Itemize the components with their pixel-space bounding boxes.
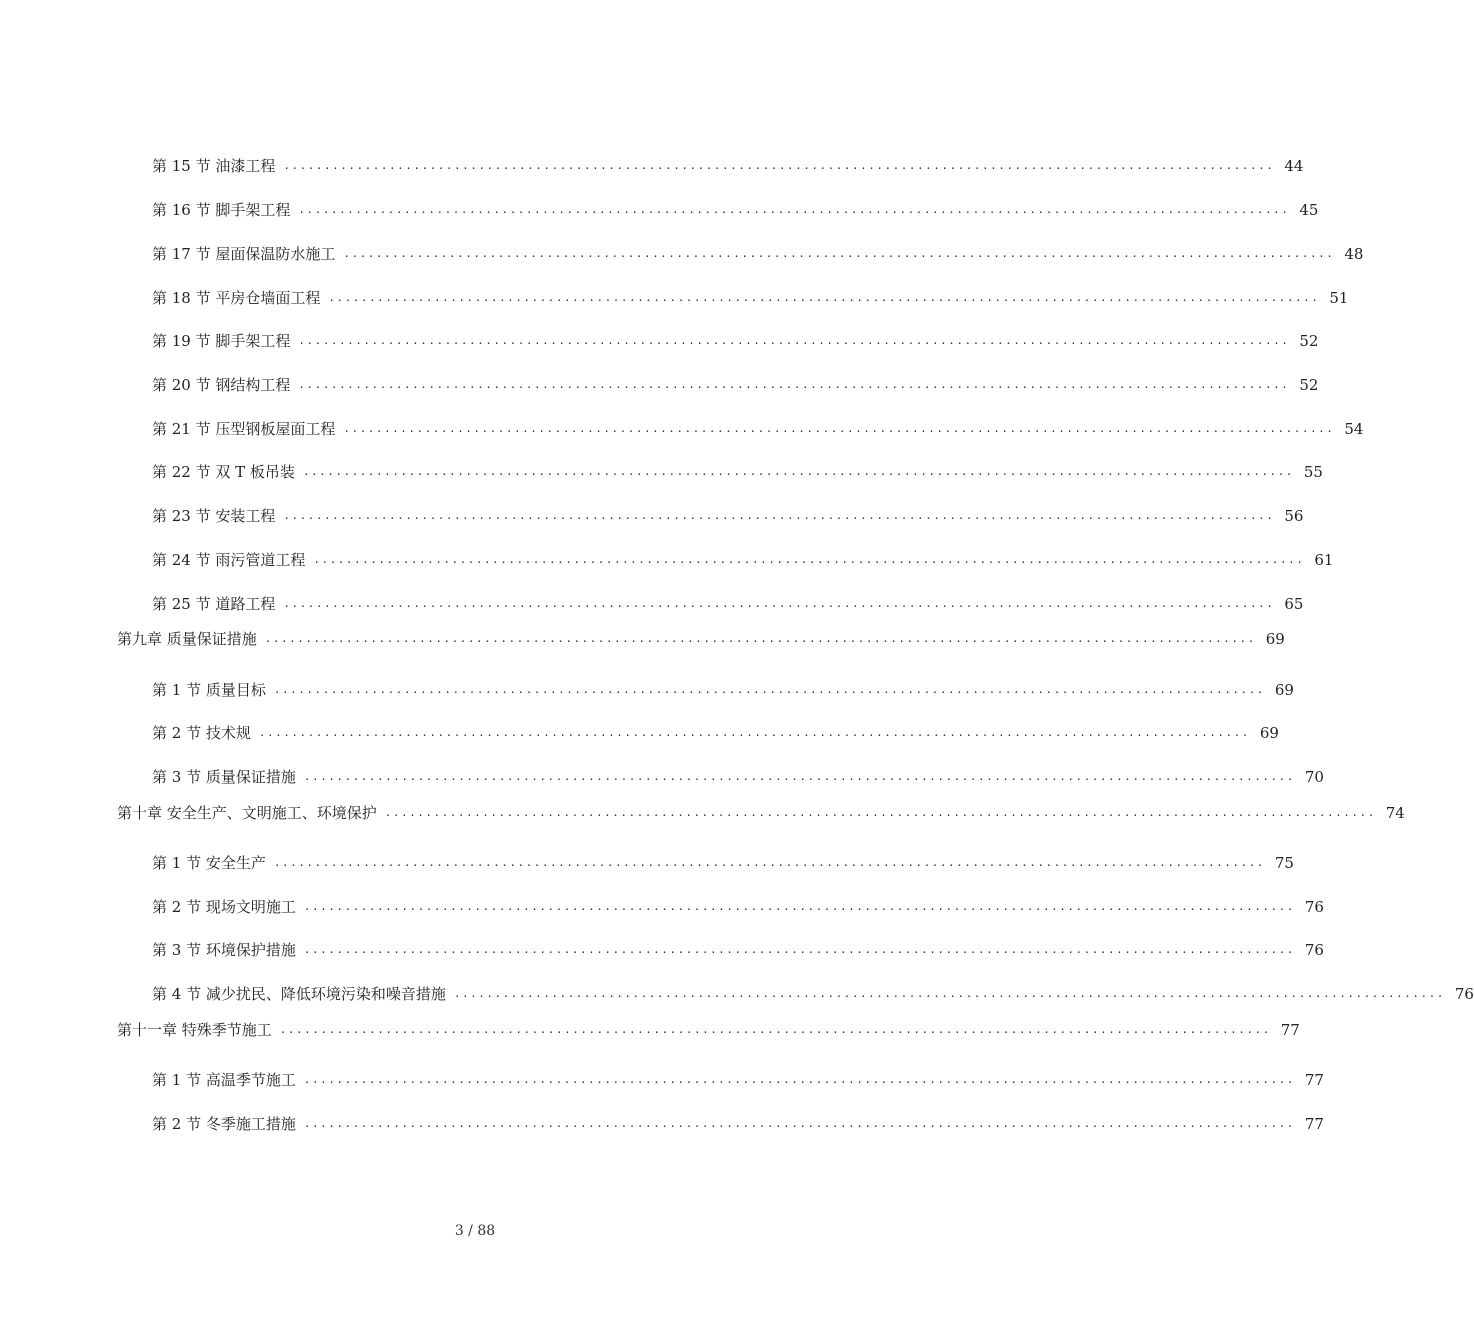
toc-entry-label: 第 1 节 高温季节施工: [152, 1071, 296, 1089]
toc-entry-page: 77: [1304, 1115, 1324, 1133]
toc-entry-label: 第 24 节 雨污管道工程: [152, 551, 306, 569]
toc-entry[interactable]: [152, 504, 1304, 528]
dot-leader: ..........................................................................................................................: [302, 465, 1294, 478]
toc-entry[interactable]: [152, 1068, 1324, 1092]
toc-entry-page: 45: [1299, 201, 1319, 219]
toc-entry[interactable]: [152, 851, 1294, 875]
toc-entry[interactable]: [152, 417, 1364, 441]
toc-entry-label: 第 1 节 质量目标: [152, 681, 266, 699]
dot-leader: ..........................................................................................................................: [279, 1023, 1271, 1036]
toc-entry-page: 56: [1284, 507, 1304, 525]
toc-entry[interactable]: [152, 198, 1319, 222]
dot-leader: ..........................................................................................................................: [343, 247, 1335, 260]
toc-entry-page: 77: [1304, 1071, 1324, 1089]
dot-leader: ..........................................................................................................................: [273, 856, 1265, 869]
toc-entry[interactable]: [152, 242, 1364, 266]
dot-leader: ..........................................................................................................................: [328, 291, 1320, 304]
toc-chapter-label: 第十一章 特殊季节施工: [117, 1021, 272, 1039]
page-number-indicator: 3 / 88: [454, 1223, 496, 1239]
toc-entry-label: 第 3 节 质量保证措施: [152, 768, 296, 786]
toc-entry[interactable]: [152, 1112, 1324, 1136]
toc-entry-label: 第 22 节 双 T 板吊装: [152, 463, 295, 481]
toc-entry-page: 48: [1344, 245, 1364, 263]
toc-entry-page: 76: [1304, 941, 1324, 959]
toc-entry-label: 第 2 节 现场文明施工: [152, 898, 296, 916]
dot-leader: ..........................................................................................................................: [303, 1073, 1295, 1086]
toc-entry-label: 第 16 节 脚手架工程: [152, 201, 291, 219]
toc-entry[interactable]: [152, 938, 1324, 962]
toc-entry[interactable]: [152, 678, 1294, 702]
toc-entry[interactable]: [152, 286, 1349, 310]
dot-leader: ..........................................................................................................................: [303, 943, 1295, 956]
toc-chapter-label: 第九章 质量保证措施: [117, 630, 257, 648]
toc-chapter-page: 77: [1280, 1021, 1300, 1039]
toc-entry-label: 第 25 节 道路工程: [152, 595, 276, 613]
toc-entry-page: 75: [1274, 854, 1294, 872]
toc-chapter-page: 69: [1265, 630, 1285, 648]
dot-leader: ..........................................................................................................................: [343, 422, 1335, 435]
toc-entry-label: 第 18 节 平房仓墙面工程: [152, 289, 321, 307]
toc-entry[interactable]: [152, 721, 1279, 745]
dot-leader: ..........................................................................................................................: [303, 770, 1295, 783]
toc-chapter[interactable]: [117, 801, 1405, 825]
dot-leader: ..........................................................................................................................: [453, 987, 1445, 1000]
toc-chapter[interactable]: [117, 627, 1285, 651]
dot-leader: ..........................................................................................................................: [298, 334, 1290, 347]
toc-entry-label: 第 3 节 环境保护措施: [152, 941, 296, 959]
toc-entry[interactable]: [152, 373, 1319, 397]
toc-entry[interactable]: [152, 982, 1474, 1006]
dot-leader: ..........................................................................................................................: [273, 683, 1265, 696]
page-footer: [0, 1223, 950, 1239]
dot-leader: ..........................................................................................................................: [303, 900, 1295, 913]
toc-entry-page: 65: [1284, 595, 1304, 613]
toc-chapter-page: 74: [1385, 804, 1405, 822]
toc-entry-label: 第 1 节 安全生产: [152, 854, 266, 872]
toc-entry-page: 69: [1274, 681, 1294, 699]
toc-entry-page: 51: [1329, 289, 1349, 307]
dot-leader: ..........................................................................................................................: [283, 509, 1275, 522]
toc-entry-page: 44: [1284, 157, 1304, 175]
toc-entry[interactable]: [152, 460, 1323, 484]
toc-entry-label: 第 2 节 冬季施工措施: [152, 1115, 296, 1133]
dot-leader: ..........................................................................................................................: [298, 203, 1290, 216]
toc-entry-label: 第 19 节 脚手架工程: [152, 332, 291, 350]
dot-leader: ..........................................................................................................................: [303, 1117, 1295, 1130]
toc-entry[interactable]: [152, 154, 1304, 178]
toc-entry-label: 第 21 节 压型钢板屋面工程: [152, 420, 336, 438]
dot-leader: ..........................................................................................................................: [283, 597, 1275, 610]
toc-entry-label: 第 15 节 油漆工程: [152, 157, 276, 175]
dot-leader: ..........................................................................................................................: [298, 378, 1290, 391]
toc-entry-page: 52: [1299, 376, 1319, 394]
toc-entry-label: 第 17 节 屋面保温防水施工: [152, 245, 336, 263]
toc-entry-page: 54: [1344, 420, 1364, 438]
toc-entry-label: 第 23 节 安装工程: [152, 507, 276, 525]
toc-entry-page: 76: [1454, 985, 1474, 1003]
toc-entry[interactable]: [152, 548, 1334, 572]
toc-entry[interactable]: [152, 329, 1319, 353]
toc-entry[interactable]: [152, 895, 1324, 919]
toc-entry[interactable]: [152, 765, 1324, 789]
toc-chapter-label: 第十章 安全生产、文明施工、环境保护: [117, 804, 377, 822]
dot-leader: ..........................................................................................................................: [384, 806, 1376, 819]
toc-entry-page: 69: [1259, 724, 1279, 742]
dot-leader: ..........................................................................................................................: [283, 159, 1275, 172]
toc-entry-page: 55: [1303, 463, 1323, 481]
toc-entry-label: 第 4 节 减少扰民、降低环境污染和噪音措施: [152, 985, 446, 1003]
toc-entry-page: 52: [1299, 332, 1319, 350]
dot-leader: ..........................................................................................................................: [264, 632, 1256, 645]
toc-entry-page: 76: [1304, 898, 1324, 916]
toc-chapter[interactable]: [117, 1018, 1300, 1042]
dot-leader: ..........................................................................................................................: [258, 726, 1250, 739]
dot-leader: ..........................................................................................................................: [313, 553, 1305, 566]
toc-entry-label: 第 2 节 技术规: [152, 724, 251, 742]
toc-entry[interactable]: [152, 592, 1304, 616]
toc-entry-label: 第 20 节 钢结构工程: [152, 376, 291, 394]
toc-entry-page: 61: [1314, 551, 1334, 569]
toc-entry-page: 70: [1304, 768, 1324, 786]
